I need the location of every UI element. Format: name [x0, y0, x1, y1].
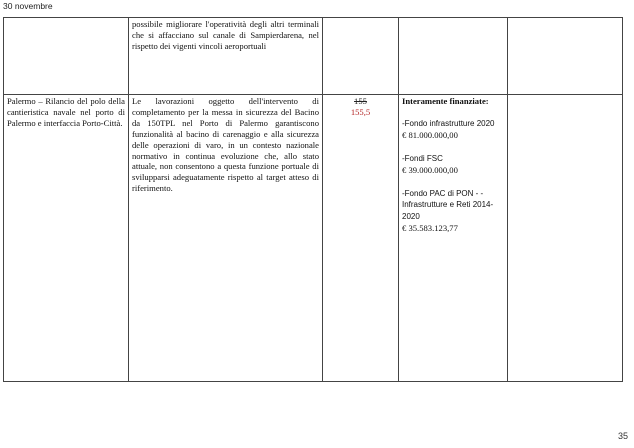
fund-label: -Fondo infrastrutture 2020: [402, 118, 495, 128]
table-row: [4, 18, 623, 95]
fund-label: -Fondi FSC: [402, 153, 443, 163]
fund-entry: [402, 188, 504, 235]
description-cell: Le lavorazioni oggetto dell'intervento di completamento per la messa in sicurezza del Bacino da 150TPL nel Porto di Palermo garantiscono funzionalità al bacino di carenaggio e alla sicurezza delle operazioni di varo, in un contesto nazionale normativo in continua evoluzione che, allo stato attuale, non consentono a questa funzione portuale di svilupparsi adeguatamente rispetto al target atteso di riferimento.: [129, 95, 323, 382]
funding-cell-empty: [399, 18, 508, 95]
cost-new-value: 155,5: [350, 106, 371, 117]
fund-label: -Fondo PAC di PON - - Infrastrutture e Reti 2014-2020: [402, 188, 494, 222]
cost-cell: [323, 95, 399, 382]
project-cell-empty: [4, 18, 129, 95]
cost-cell-empty: [323, 18, 399, 95]
table-row: [4, 95, 623, 382]
notes-cell-empty: [508, 18, 623, 95]
funding-header: Interamente finanziate:: [402, 96, 489, 106]
page-number: 35: [617, 431, 628, 441]
description-cell: possibile migliorare l'operatività degli altri terminali che si affacciano sul canale di Sampierdarena, nel rispetto dei vigenti vincoli aeroportuali: [129, 18, 323, 95]
fund-amount: € 35.583.123,77: [402, 223, 458, 234]
fund-entry: [402, 153, 504, 176]
fund-amount: € 39.000.000,00: [402, 164, 458, 175]
fund-amount: € 81.000.000,00: [402, 129, 458, 140]
funding-cell: [399, 95, 508, 382]
cost-old-value: 155: [354, 96, 367, 106]
fund-entry: [402, 118, 504, 141]
notes-cell-empty: [508, 95, 623, 382]
document-table: [3, 17, 623, 382]
header-date: 30 novembre: [3, 1, 53, 11]
project-cell: Palermo – Rilancio del polo della cantieristica navale nel porto di Palermo e interfaccia Porto-Città.: [4, 95, 129, 382]
